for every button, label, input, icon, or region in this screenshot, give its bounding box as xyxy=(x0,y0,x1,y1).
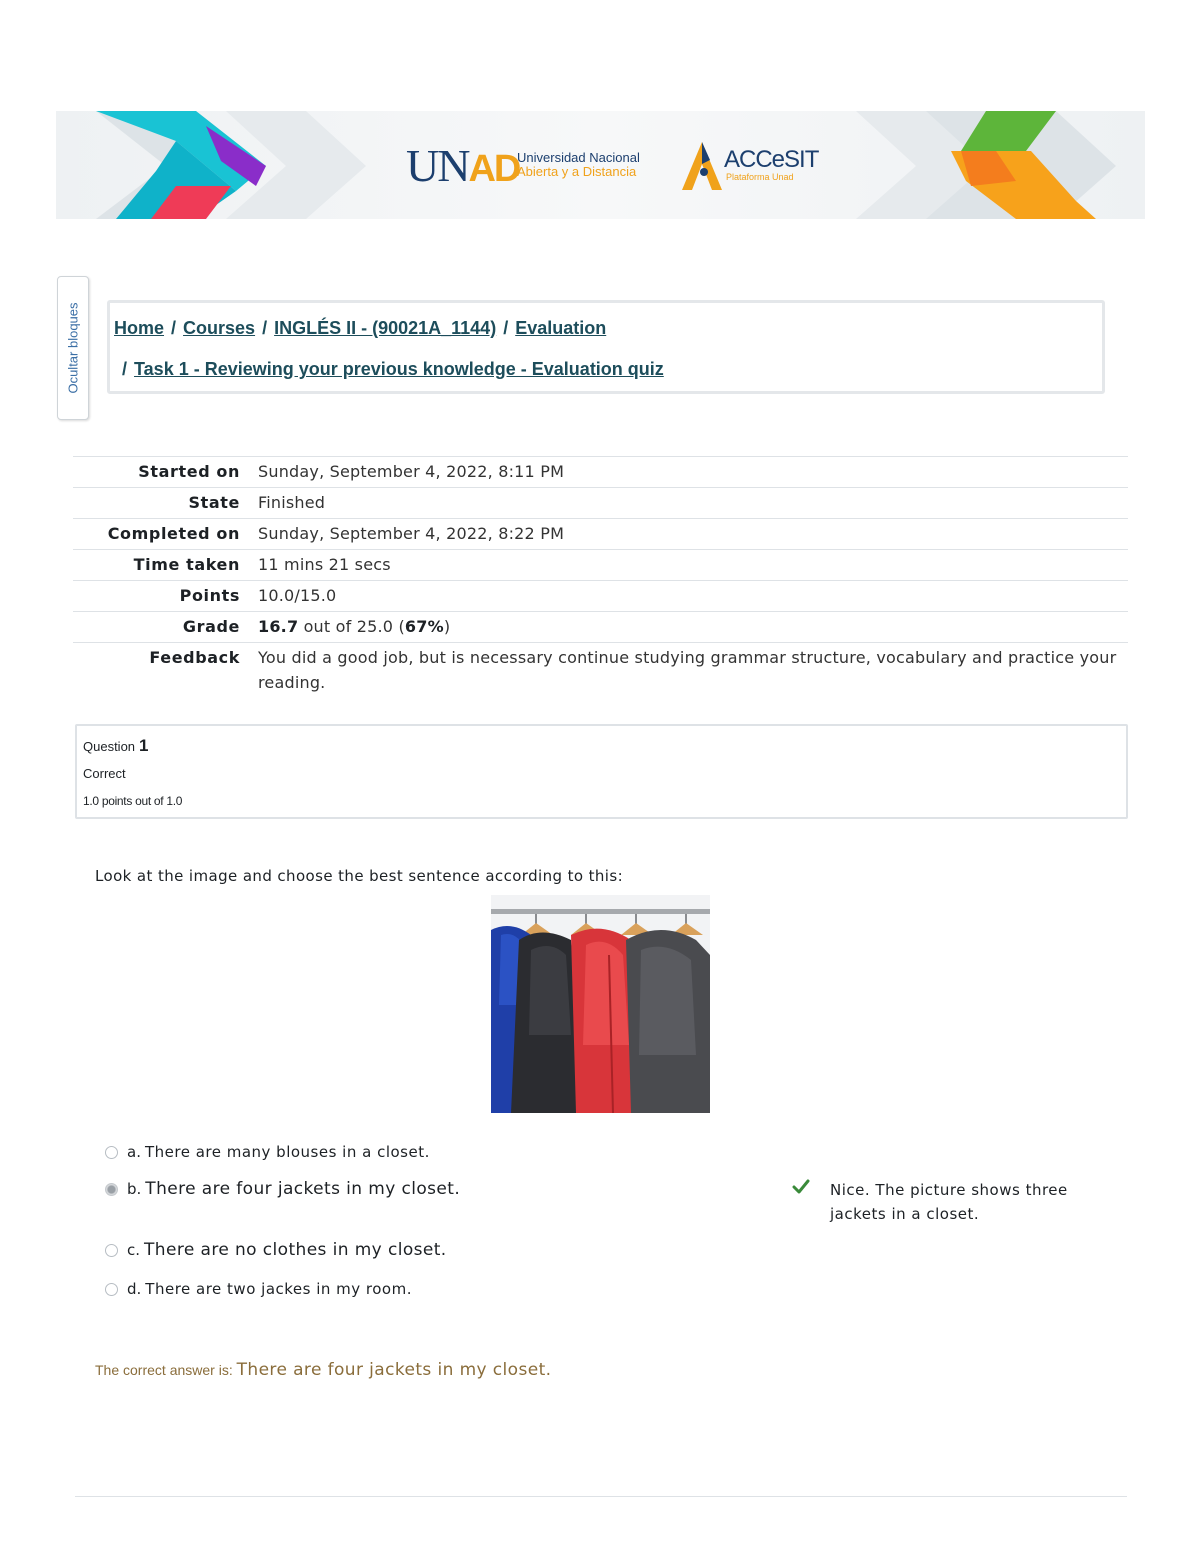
question-info-box xyxy=(75,724,1128,819)
answer-a-radio[interactable] xyxy=(105,1146,118,1159)
breadcrumb-separator: / xyxy=(122,359,128,379)
summary-value: 10.0/15.0 xyxy=(258,586,337,605)
breadcrumb-separator: / xyxy=(503,318,509,338)
accesit-a-icon xyxy=(680,138,724,194)
summary-row-feedback xyxy=(73,642,1128,698)
summary-value: Sunday, September 4, 2022, 8:11 PM xyxy=(258,462,565,481)
summary-row-points xyxy=(73,580,1128,611)
answer-c-radio[interactable] xyxy=(105,1244,118,1257)
summary-label: Points xyxy=(179,586,240,605)
answer-option-a[interactable]: a. There are many blouses in a closet. xyxy=(105,1143,430,1161)
breadcrumb-evaluation-link[interactable]: Evaluation xyxy=(515,318,607,338)
grade-value: 16.7 xyxy=(258,617,299,636)
summary-row-time-taken xyxy=(73,549,1128,580)
question-number: Question 1 xyxy=(83,736,149,755)
summary-row-state xyxy=(73,487,1128,518)
unad-logo: UNAD Universidad Nacional Abierta y a Distancia xyxy=(406,140,640,191)
summary-value: Sunday, September 4, 2022, 8:22 PM xyxy=(258,524,565,543)
summary-label: Completed on xyxy=(107,524,240,543)
breadcrumb-course-link[interactable]: INGLÉS II - (90021A_1144) xyxy=(274,318,497,338)
summary-label: State xyxy=(188,493,240,512)
hide-blocks-label: Ocultar bloques xyxy=(65,302,81,394)
question-grade: 1.0 points out of 1.0 xyxy=(83,794,183,808)
breadcrumb-courses-link[interactable]: Courses xyxy=(183,318,256,338)
answer-feedback: Nice. The picture shows three jackets in a closet. xyxy=(830,1181,1068,1223)
breadcrumb-home-link[interactable]: Home xyxy=(114,318,165,338)
answer-option-b[interactable]: b. There are four jackets in my closet. xyxy=(105,1179,460,1199)
jackets-image xyxy=(491,895,710,1113)
summary-value: 11 mins 21 secs xyxy=(258,555,391,574)
question-text: Look at the image and choose the best sentence according to this: xyxy=(95,867,624,885)
right-answer-text: There are four jackets in my closet. xyxy=(236,1360,552,1380)
breadcrumb-separator: / xyxy=(171,318,177,338)
summary-row-completed xyxy=(73,518,1128,549)
hide-blocks-tab[interactable] xyxy=(57,276,89,420)
summary-label: Feedback xyxy=(149,648,240,667)
bottom-divider xyxy=(75,1496,1127,1497)
summary-row-grade xyxy=(73,611,1128,642)
breadcrumb-separator: / xyxy=(262,318,268,338)
right-answer-label: The correct answer is: xyxy=(95,1362,237,1378)
summary-value: Finished xyxy=(258,493,326,512)
breadcrumb-quiz-link[interactable]: Task 1 - Reviewing your previous knowledge - Evaluation quiz xyxy=(134,359,664,379)
answer-option-c[interactable]: c. There are no clothes in my closet. xyxy=(105,1240,447,1260)
summary-value: 16.7 out of 25.0 (67%) xyxy=(258,617,451,636)
grade-percent: 67% xyxy=(404,617,444,636)
summary-value: You did a good job, but is necessary continue studying grammar structure, vocabulary and practice your reading. xyxy=(258,648,1117,692)
breadcrumb xyxy=(107,300,1105,394)
accesit-logo: ACCeSIT Plataforma Unad xyxy=(680,138,820,198)
correct-check-icon xyxy=(792,1179,810,1195)
answer-b-radio[interactable] xyxy=(105,1183,118,1196)
right-answer xyxy=(95,1360,551,1380)
summary-label: Started on xyxy=(138,462,240,481)
summary-row-started xyxy=(73,456,1128,487)
quiz-summary-table xyxy=(73,456,1128,698)
answer-d-radio[interactable] xyxy=(105,1283,118,1296)
answer-option-d[interactable]: d. There are two jackes in my room. xyxy=(105,1280,412,1298)
summary-label: Time taken xyxy=(133,555,240,574)
summary-label: Grade xyxy=(182,617,240,636)
question-state: Correct xyxy=(83,766,126,781)
